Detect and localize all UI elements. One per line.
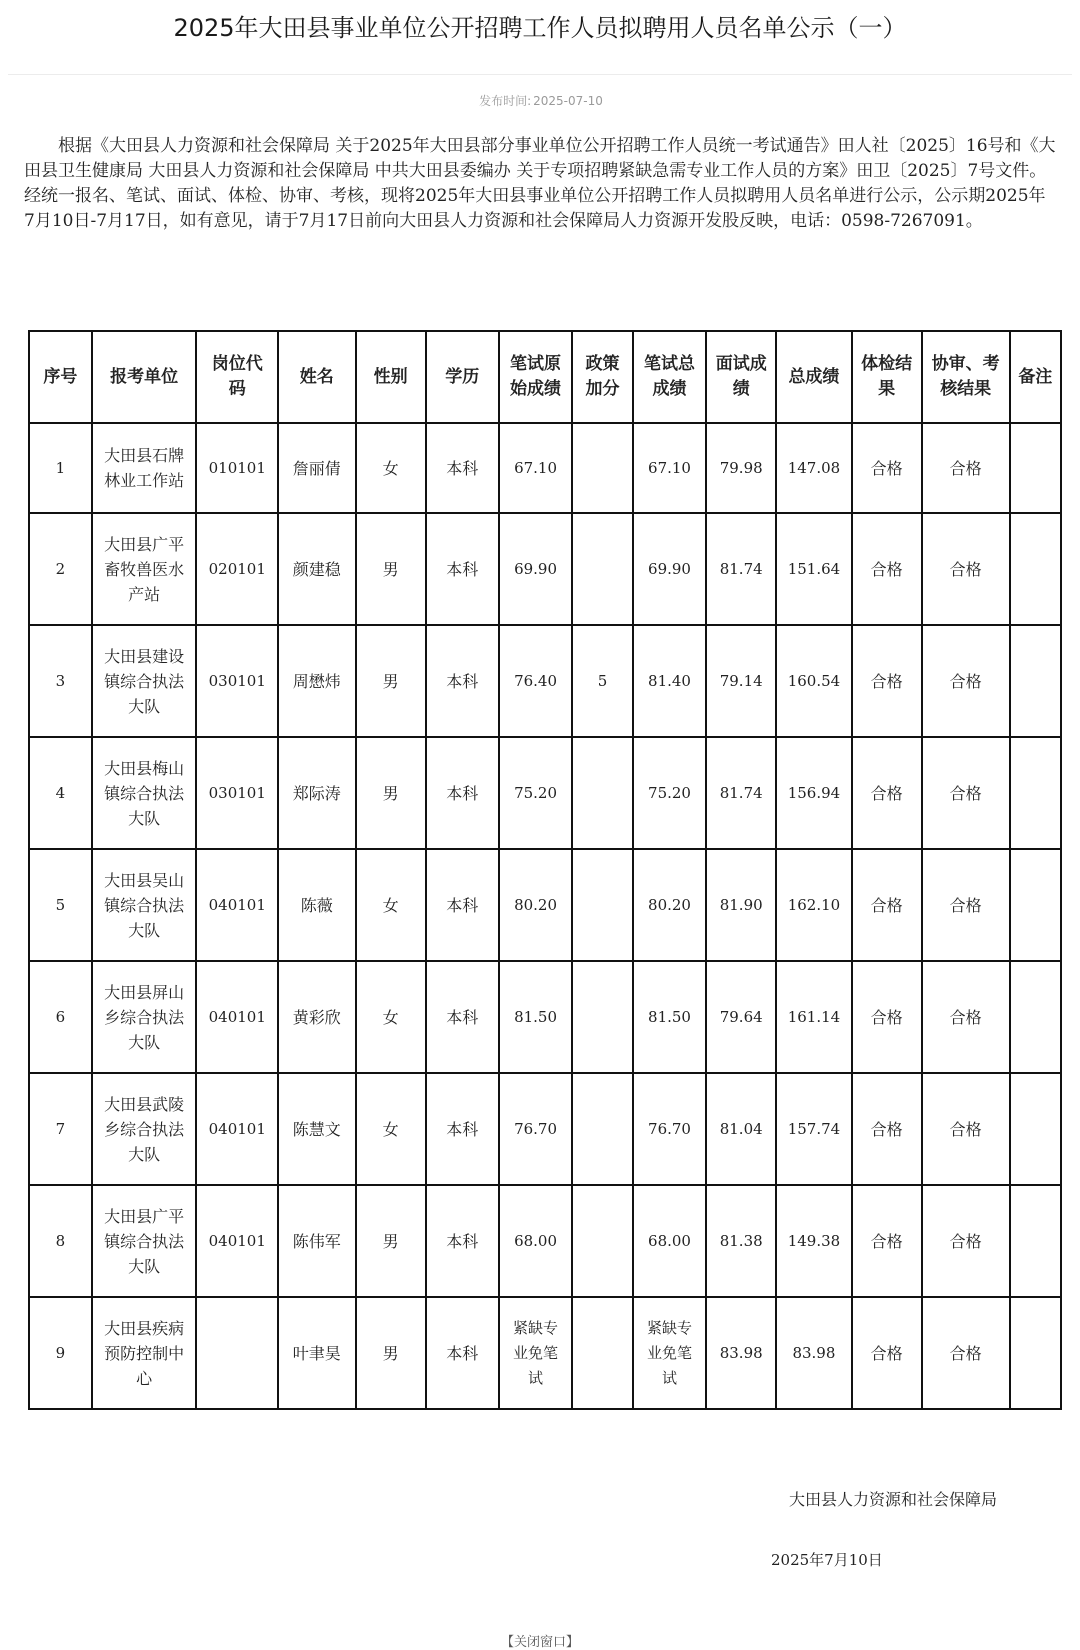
- row-written-total: 68.00: [633, 1185, 706, 1297]
- row-medical: 合格: [852, 737, 922, 849]
- row-review: 合格: [922, 849, 1010, 961]
- row-post-code: 020101: [196, 513, 278, 625]
- row-remark: [1010, 1073, 1061, 1185]
- header-cell: 笔试总成绩: [633, 331, 706, 423]
- row-gender: 女: [356, 423, 426, 513]
- row-education: 本科: [426, 849, 499, 961]
- row-review: 合格: [922, 1185, 1010, 1297]
- row-education: 本科: [426, 625, 499, 737]
- row-remark: [1010, 849, 1061, 961]
- row-total: 160.54: [776, 625, 851, 737]
- table-header-row: [29, 331, 1061, 423]
- row-remark: [1010, 625, 1061, 737]
- header-cell: 政策加分: [572, 331, 633, 423]
- table-row: [29, 1185, 1061, 1297]
- table-row: [29, 423, 1061, 513]
- table-row: [29, 1297, 1061, 1409]
- row-post-code: 040101: [196, 961, 278, 1073]
- row-medical: 合格: [852, 961, 922, 1073]
- row-name: 叶聿昊: [278, 1297, 355, 1409]
- row-name: 郑际涛: [278, 737, 355, 849]
- row-remark: [1010, 1185, 1061, 1297]
- row-post-code: 030101: [196, 737, 278, 849]
- row-bonus: [572, 849, 633, 961]
- row-total: 156.94: [776, 737, 851, 849]
- intro-paragraph: 根据《大田县人力资源和社会保障局 关于2025年大田县部分事业单位公开招聘工作人员统一考试通告》田人社〔2025〕16号和《大田县卫生健康局 大田县人力资源和社会保障局 中共大田县委编办 关于专项招聘紧缺急需专业工作人员的方案》田卫〔2025〕7号文件。经统一报名、笔试、面试、体检、协审、考核，现将2025年大田县事业单位公开招聘工作人员拟聘用人员名单进行公示，公示期2025年7月10日-7月17日，如有意见，请于7月17日前向大田县人力资源和社会保障局人力资源开发股反映，电话：0598-7267091。: [24, 136, 1056, 231]
- row-review: 合格: [922, 737, 1010, 849]
- row-written-total: 76.70: [633, 1073, 706, 1185]
- row-index: 3: [29, 625, 92, 737]
- header-cell: 备注: [1010, 331, 1061, 423]
- row-total: 157.74: [776, 1073, 851, 1185]
- header-cell: 报考单位: [92, 331, 197, 423]
- row-unit: 大田县石牌林业工作站: [92, 423, 197, 513]
- row-remark: [1010, 423, 1061, 513]
- row-written-total: 81.50: [633, 961, 706, 1073]
- header-cell: 总成绩: [776, 331, 851, 423]
- row-gender: 男: [356, 513, 426, 625]
- row-name: 陈慧文: [278, 1073, 355, 1185]
- row-name: 陈薇: [278, 849, 355, 961]
- row-unit: 大田县广平镇综合执法大队: [92, 1185, 197, 1297]
- row-bonus: [572, 513, 633, 625]
- row-interview: 81.74: [706, 737, 776, 849]
- row-unit: 大田县疾病预防控制中心: [92, 1297, 197, 1409]
- row-unit: 大田县武陵乡综合执法大队: [92, 1073, 197, 1185]
- row-total: 162.10: [776, 849, 851, 961]
- candidate-table: [28, 330, 1062, 1410]
- row-interview: 79.64: [706, 961, 776, 1073]
- row-bonus: [572, 961, 633, 1073]
- row-medical: 合格: [852, 625, 922, 737]
- row-gender: 女: [356, 961, 426, 1073]
- row-interview: 83.98: [706, 1297, 776, 1409]
- row-post-code: [196, 1297, 278, 1409]
- row-medical: 合格: [852, 1297, 922, 1409]
- header-cell: 岗位代码: [196, 331, 278, 423]
- header-cell: 姓名: [278, 331, 355, 423]
- row-review: 合格: [922, 423, 1010, 513]
- row-total: 83.98: [776, 1297, 851, 1409]
- publish-date: 2025-07-10: [533, 94, 603, 108]
- row-gender: 男: [356, 737, 426, 849]
- row-interview: 81.04: [706, 1073, 776, 1185]
- row-medical: 合格: [852, 1073, 922, 1185]
- row-index: 8: [29, 1185, 92, 1297]
- row-gender: 男: [356, 625, 426, 737]
- row-post-code: 030101: [196, 625, 278, 737]
- header-cell: 序号: [29, 331, 92, 423]
- row-written-raw: 81.50: [499, 961, 572, 1073]
- row-written-total: 81.40: [633, 625, 706, 737]
- row-post-code: 040101: [196, 1185, 278, 1297]
- row-written-raw: 76.40: [499, 625, 572, 737]
- signature-date: 2025年7月10日: [771, 1551, 883, 1569]
- header-cell: 协审、考核结果: [922, 331, 1010, 423]
- row-review: 合格: [922, 1297, 1010, 1409]
- row-written-raw: 69.90: [499, 513, 572, 625]
- row-index: 6: [29, 961, 92, 1073]
- row-name: 黄彩欣: [278, 961, 355, 1073]
- row-written-raw: 紧缺专业免笔试: [499, 1297, 572, 1409]
- row-education: 本科: [426, 1297, 499, 1409]
- row-interview: 81.38: [706, 1185, 776, 1297]
- row-interview: 81.74: [706, 513, 776, 625]
- row-name: 颜建稳: [278, 513, 355, 625]
- row-index: 5: [29, 849, 92, 961]
- row-interview: 79.14: [706, 625, 776, 737]
- row-remark: [1010, 737, 1061, 849]
- header-cell: 笔试原始成绩: [499, 331, 572, 423]
- signature-org: 大田县人力资源和社会保障局: [789, 1490, 998, 1509]
- row-review: 合格: [922, 961, 1010, 1073]
- row-written-raw: 68.00: [499, 1185, 572, 1297]
- close-window-button[interactable]: 【关闭窗口】: [500, 1635, 579, 1650]
- table-body: [29, 423, 1061, 1409]
- row-medical: 合格: [852, 1185, 922, 1297]
- publish-info: [0, 92, 1080, 109]
- row-name: 周懋炜: [278, 625, 355, 737]
- row-gender: 女: [356, 1073, 426, 1185]
- header-cell: 学历: [426, 331, 499, 423]
- row-index: 7: [29, 1073, 92, 1185]
- row-unit: 大田县广平畜牧兽医水产站: [92, 513, 197, 625]
- row-index: 9: [29, 1297, 92, 1409]
- table-row: [29, 1073, 1061, 1185]
- row-post-code: 040101: [196, 849, 278, 961]
- row-education: 本科: [426, 737, 499, 849]
- row-education: 本科: [426, 1073, 499, 1185]
- row-bonus: 5: [572, 625, 633, 737]
- row-index: 2: [29, 513, 92, 625]
- row-medical: 合格: [852, 423, 922, 513]
- row-review: 合格: [922, 513, 1010, 625]
- row-written-raw: 67.10: [499, 423, 572, 513]
- row-bonus: [572, 1185, 633, 1297]
- row-total: 147.08: [776, 423, 851, 513]
- row-education: 本科: [426, 423, 499, 513]
- publish-label: 发布时间:: [479, 94, 532, 108]
- row-post-code: 010101: [196, 423, 278, 513]
- row-medical: 合格: [852, 513, 922, 625]
- table-row: [29, 737, 1061, 849]
- header-cell: 面试成绩: [706, 331, 776, 423]
- row-bonus: [572, 1073, 633, 1185]
- row-education: 本科: [426, 961, 499, 1073]
- row-written-raw: 76.70: [499, 1073, 572, 1185]
- row-total: 151.64: [776, 513, 851, 625]
- row-education: 本科: [426, 513, 499, 625]
- row-gender: 男: [356, 1185, 426, 1297]
- row-name: 詹丽倩: [278, 423, 355, 513]
- row-unit: 大田县屏山乡综合执法大队: [92, 961, 197, 1073]
- row-unit: 大田县建设镇综合执法大队: [92, 625, 197, 737]
- row-unit: 大田县梅山镇综合执法大队: [92, 737, 197, 849]
- title-divider: [8, 74, 1072, 75]
- row-post-code: 040101: [196, 1073, 278, 1185]
- table-row: [29, 849, 1061, 961]
- row-medical: 合格: [852, 849, 922, 961]
- row-remark: [1010, 1297, 1061, 1409]
- row-bonus: [572, 423, 633, 513]
- row-remark: [1010, 513, 1061, 625]
- row-interview: 79.98: [706, 423, 776, 513]
- row-written-total: 75.20: [633, 737, 706, 849]
- table-row: [29, 513, 1061, 625]
- row-name: 陈伟军: [278, 1185, 355, 1297]
- header-cell: 体检结果: [852, 331, 922, 423]
- row-written-total: 紧缺专业免笔试: [633, 1297, 706, 1409]
- row-interview: 81.90: [706, 849, 776, 961]
- page-title: 2025年大田县事业单位公开招聘工作人员拟聘用人员名单公示（一）: [173, 14, 907, 42]
- row-written-total: 69.90: [633, 513, 706, 625]
- header-cell: 性别: [356, 331, 426, 423]
- row-bonus: [572, 1297, 633, 1409]
- row-bonus: [572, 737, 633, 849]
- row-written-total: 67.10: [633, 423, 706, 513]
- row-education: 本科: [426, 1185, 499, 1297]
- table-row: [29, 625, 1061, 737]
- row-written-raw: 80.20: [499, 849, 572, 961]
- row-unit: 大田县吴山镇综合执法大队: [92, 849, 197, 961]
- row-index: 1: [29, 423, 92, 513]
- row-written-total: 80.20: [633, 849, 706, 961]
- row-index: 4: [29, 737, 92, 849]
- row-total: 149.38: [776, 1185, 851, 1297]
- row-written-raw: 75.20: [499, 737, 572, 849]
- row-remark: [1010, 961, 1061, 1073]
- row-total: 161.14: [776, 961, 851, 1073]
- table-row: [29, 961, 1061, 1073]
- row-review: 合格: [922, 1073, 1010, 1185]
- row-review: 合格: [922, 625, 1010, 737]
- row-gender: 男: [356, 1297, 426, 1409]
- row-gender: 女: [356, 849, 426, 961]
